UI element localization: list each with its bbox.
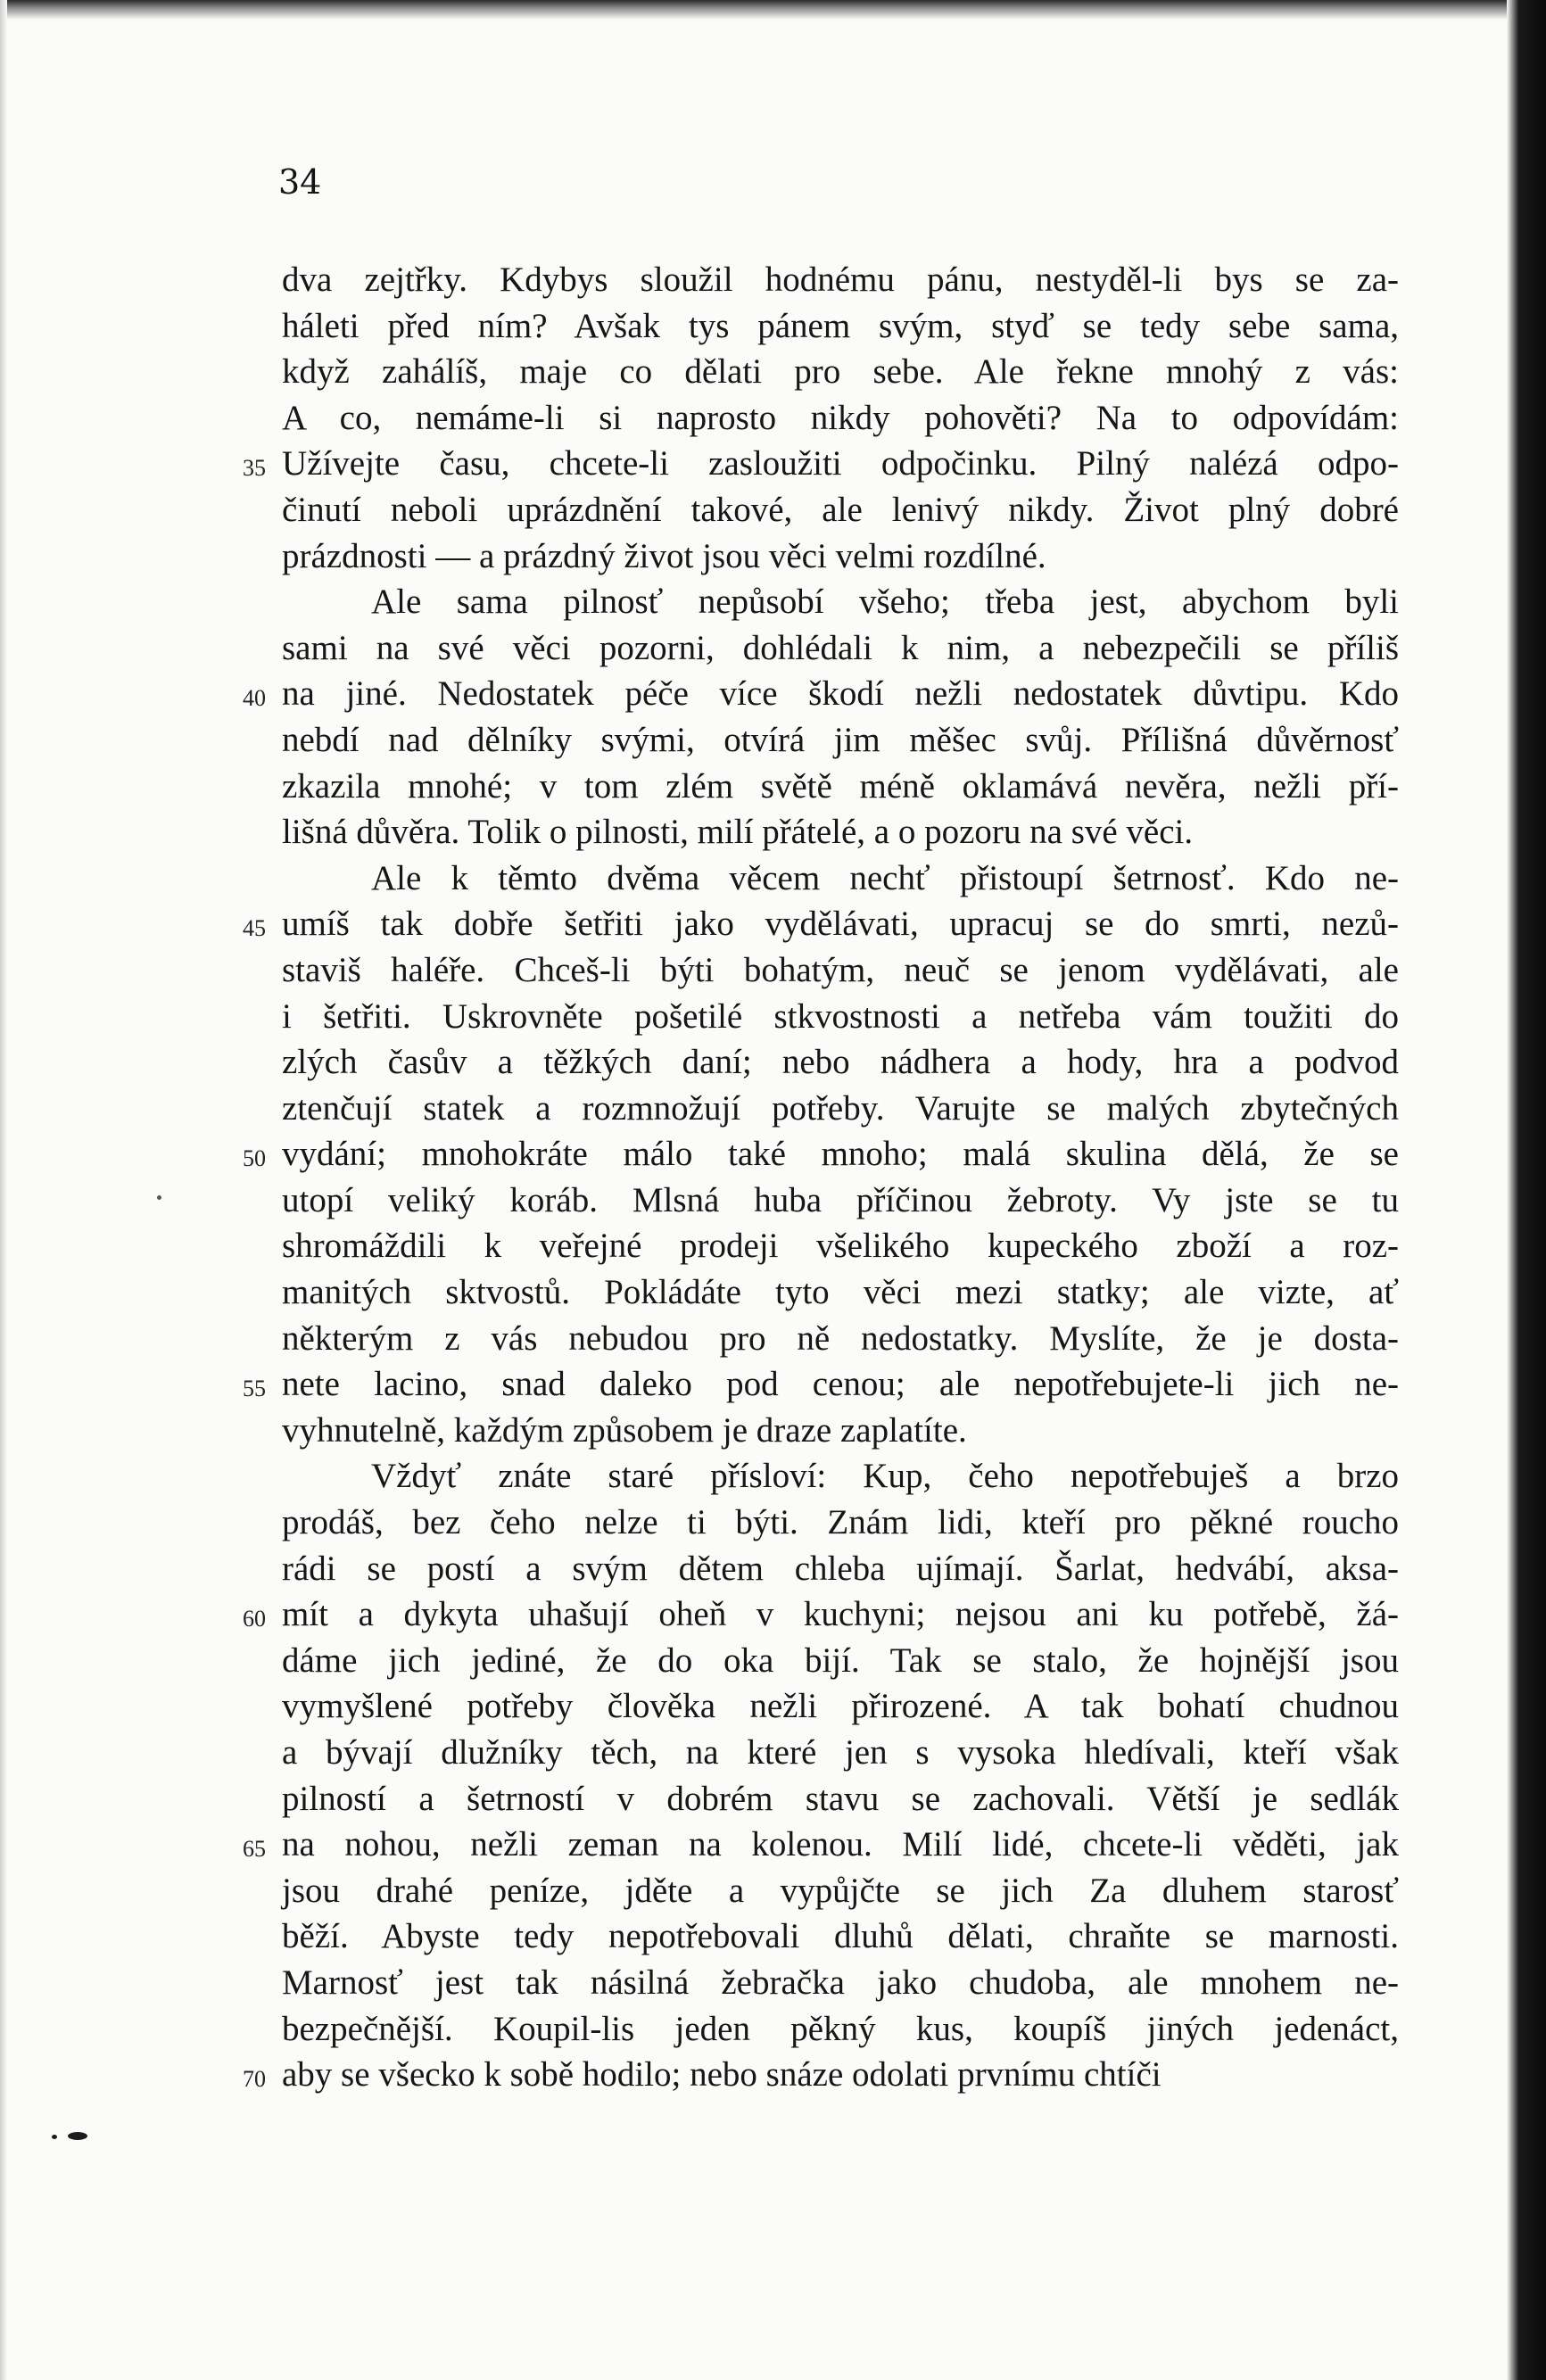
text-line-content: mít a dykyta uhašují oheň v kuchyni; nejsou ani ku potřebě, žá- — [282, 1595, 1399, 1634]
text-line — [282, 1408, 1399, 1454]
text-line — [282, 1500, 1399, 1546]
text-line — [243, 1822, 1399, 1868]
line-number: 65 — [243, 1836, 266, 1863]
text-line-content: i šetřiti. Uskrovněte pošetilé stkvostnosti a netřeba vám toužiti do — [282, 996, 1399, 1036]
text-line-content: vyhnutelně, každým způsobem je draze zaplatíte. — [282, 1410, 967, 1450]
text-line — [282, 395, 1399, 442]
scan-right-edge — [1507, 0, 1546, 2380]
text-line-content: staviš haléře. Chceš-li býti bohatým, neuč se jenom vydělávati, ale — [282, 950, 1399, 989]
text-line — [243, 1591, 1399, 1638]
line-number: 70 — [243, 2066, 266, 2093]
text-line — [282, 1868, 1399, 1914]
text-line-content: umíš tak dobře šetřiti jako vydělávati, upracuj se do smrti, nezů- — [282, 905, 1399, 944]
text-line — [282, 1730, 1399, 1776]
text-line — [282, 1546, 1399, 1592]
ink-speck — [52, 2135, 57, 2139]
text-line — [282, 625, 1399, 672]
text-line-content: nete lacino, snad daleko pod cenou; ale nepotřebujete-li jich ne- — [282, 1365, 1399, 1404]
line-number: 55 — [243, 1376, 266, 1402]
text-line-content: na nohou, nežli zeman na kolenou. Milí lidé, chcete-li věděti, jak — [282, 1825, 1399, 1864]
text-line — [282, 1453, 1399, 1500]
line-number: 45 — [243, 915, 266, 942]
text-line-content: Marnosť jest tak násilná žebračka jako chudoba, ale mnohem ne- — [282, 1963, 1399, 2002]
text-line — [282, 1039, 1399, 1086]
text-line-content: aby se všecko k sobě hodilo; nebo snáze odolati prvnímu chtíči — [282, 2055, 1162, 2095]
scan-top-edge — [0, 0, 1546, 20]
text-line-content: běží. Abyste tedy nepotřebovali dluhů dělati, chraňte se marnosti. — [282, 1917, 1399, 1956]
line-number: 40 — [243, 685, 266, 712]
text-line-content: prodáš, bez čeho nelze ti býti. Znám lidi, kteří pro pěkné roucho — [282, 1503, 1399, 1542]
text-line-content: sami na své věci pozorni, dohlédali k nim, a nebezpečili se příliš — [282, 628, 1399, 667]
text-line — [282, 579, 1399, 625]
text-line-content: jsou drahé peníze, jděte a vypůjčte se jich Za dluhem starosť — [282, 1871, 1399, 1910]
text-line — [243, 901, 1399, 947]
text-line — [282, 1316, 1399, 1362]
text-line — [243, 671, 1399, 717]
text-line-content: zkazila mnohé; v tom zlém světě méně oklamává nevěra, nežli pří- — [282, 766, 1399, 806]
text-line — [243, 441, 1399, 487]
page-number: 34 — [278, 162, 322, 202]
text-line-content: Ale k těmto dvěma věcem nechť přistoupí šetrnosť. Kdo ne- — [371, 858, 1399, 897]
ink-speck — [157, 1195, 161, 1200]
text-line — [282, 1223, 1399, 1269]
text-line — [282, 717, 1399, 764]
text-line — [282, 947, 1399, 994]
text-line-content: ztenčují statek a rozmnožují potřeby. Varujte se malých zbytečných — [282, 1088, 1399, 1128]
text-line-content: na jiné. Nedostatek péče více škodí nežli nedostatek důvtipu. Kdo — [282, 674, 1399, 714]
text-line — [282, 994, 1399, 1040]
text-line — [282, 1683, 1399, 1730]
text-line-content: dáme jich jediné, že do oka bijí. Tak se stalo, že hojnější jsou — [282, 1640, 1399, 1680]
text-line-content: manitých sktvostů. Pokládáte tyto věci mezi statky; ale vizte, ať — [282, 1273, 1399, 1312]
text-line — [243, 2052, 1399, 2098]
text-line-content: když zahálíš, maje co dělati pro sebe. Ale řekne mnohý z vás: — [282, 352, 1399, 392]
line-number: 50 — [243, 1145, 266, 1172]
text-line-content: Vždyť znáte staré přísloví: Kup, čeho nepotřebuješ a brzo — [371, 1457, 1399, 1496]
text-line — [282, 764, 1399, 810]
line-number: 35 — [243, 455, 266, 482]
text-line-content: vymyšlené potřeby člověka nežli přirozené. A tak bohatí chudnou — [282, 1687, 1399, 1726]
text-line-content: rádi se postí a svým dětem chleba ujímají. Šarlat, hedvábí, aksa- — [282, 1549, 1399, 1588]
text-line — [282, 303, 1399, 350]
text-line-content: lišná důvěra. Tolik o pilnosti, milí přátelé, a o pozoru na své věci. — [282, 813, 1194, 852]
scan-left-edge — [0, 0, 7, 2380]
text-line-content: činutí neboli uprázdnění takové, ale lenivý nikdy. Život plný dobré — [282, 490, 1399, 529]
text-line-content: utopí veliký koráb. Mlsná huba příčinou žebroty. Vy jste se tu — [282, 1180, 1399, 1219]
text-line-content: shromáždili k veřejné prodeji všelikého kupeckého zboží a roz- — [282, 1227, 1399, 1266]
ink-smudge — [68, 2132, 87, 2140]
text-line-content: prázdnosti — a prázdný život jsou věci velmi rozdílné. — [282, 536, 1046, 575]
text-line-content: háleti před ním? Avšak tys pánem svým, styď se tedy sebe sama, — [282, 306, 1399, 345]
line-number: 60 — [243, 1606, 266, 1632]
text-line-content: některým z vás nebudou pro ně nedostatky. Myslíte, že je dosta- — [282, 1318, 1399, 1358]
text-line-content: a bývají dlužníky těch, na které jen s vysoka hledívali, kteří však — [282, 1733, 1399, 1772]
text-line — [282, 1776, 1399, 1822]
text-line — [243, 1361, 1399, 1408]
body-text — [243, 257, 1399, 2098]
text-line — [282, 487, 1399, 533]
text-line-content: vydání; mnohokráte málo také mnoho; malá skulina dělá, že se — [282, 1135, 1399, 1174]
text-line — [282, 809, 1399, 855]
text-line — [282, 257, 1399, 303]
text-line — [282, 1178, 1399, 1224]
text-line-content: Užívejte času, chcete-li zasloužiti odpočinku. Pilný nalézá odpo- — [282, 444, 1399, 483]
text-line-content: dva zejtřky. Kdybys sloužil hodnému pánu, nestyděl-li bys se za- — [282, 260, 1399, 299]
text-line-content: nebdí nad dělníky svými, otvírá jim měšec svůj. Přílišná důvěrnosť — [282, 720, 1399, 759]
text-line — [243, 1131, 1399, 1178]
text-line — [282, 1913, 1399, 1960]
text-line — [282, 1960, 1399, 2006]
text-line — [282, 2006, 1399, 2053]
text-line-content: Ale sama pilnosť nepůsobí všeho; třeba jest, abychom byli — [371, 583, 1399, 622]
text-line — [282, 533, 1399, 580]
text-line — [282, 1638, 1399, 1684]
text-line-content: pilností a šetrností v dobrém stavu se zachovali. Větší je sedlák — [282, 1779, 1399, 1818]
text-line — [282, 1269, 1399, 1316]
text-line-content: A co, nemáme-li si naprosto nikdy pohověti? Na to odpovídám: — [282, 398, 1399, 437]
text-line — [282, 855, 1399, 902]
text-line-content: zlých časův a těžkých daní; nebo nádhera a hody, hra a podvod — [282, 1043, 1399, 1082]
text-line — [282, 349, 1399, 395]
text-line-content: bezpečnější. Koupil-lis jeden pěkný kus, koupíš jiných jedenáct, — [282, 2009, 1399, 2048]
text-line — [282, 1086, 1399, 1132]
